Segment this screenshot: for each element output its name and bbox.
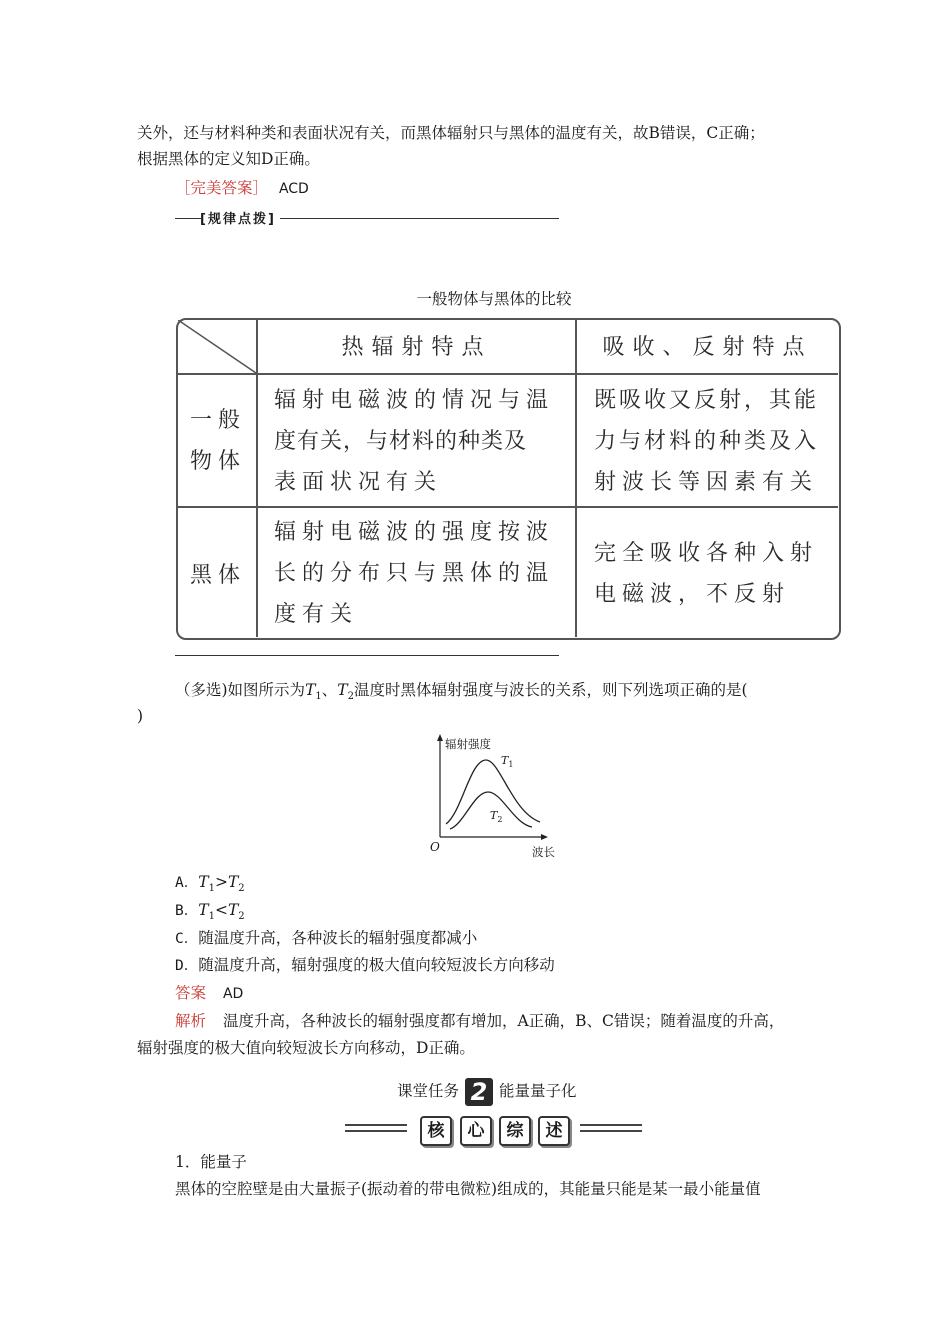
row-blackbody-absorption (594, 533, 818, 615)
header-absorption: 吸收、反射特点 (602, 335, 813, 360)
option-letter: D． (175, 958, 199, 974)
answer-value: AD (222, 986, 244, 1002)
cell-line: 辐射电磁波的强度按波 (274, 520, 555, 545)
option-subscript: 2 (238, 911, 245, 923)
cell-line: 力与材料的种类及入 (594, 429, 820, 454)
t1-subscript: 1 (315, 691, 322, 703)
question-prefix: （多选)如图所示为 (175, 681, 306, 699)
perfect-answer-value: ACD (278, 181, 309, 197)
intro-line-2: 根据黑体的定义知D正确。 (137, 150, 320, 168)
question-suffix: 温度时黑体辐射强度与波长的关系，则下列选项正确的是( (354, 681, 748, 699)
t1-symbol: T (305, 681, 316, 699)
option-letter: A． (175, 875, 199, 891)
curve-t2-symbol: T (490, 809, 498, 822)
option-subscript: 1 (208, 911, 215, 923)
option-symbol: T (198, 873, 209, 891)
curve-t1-label (501, 754, 513, 769)
question-line-2: ) (137, 707, 144, 725)
core-char-box: 核 (420, 1116, 452, 1146)
curve-t1-subscript: 1 (508, 760, 514, 770)
cell-line: 长的分布只与黑体的温 (274, 561, 555, 586)
option-c (175, 925, 477, 952)
blackbody-figure (422, 732, 567, 862)
question-line-1 (175, 677, 748, 710)
tip-rule-bottom (175, 655, 559, 656)
perfect-answer (175, 175, 309, 202)
option-letter: C． (175, 931, 199, 947)
answer (175, 980, 243, 1007)
cell-line: 度有关 (274, 602, 359, 627)
task-number-badge: 2 (465, 1078, 493, 1106)
question-sep: 、 (321, 681, 338, 699)
row-ordinary-name (190, 400, 246, 482)
option-relation: < (214, 901, 228, 919)
task-title: 能量量子化 (499, 1082, 577, 1100)
task-header (397, 1078, 577, 1106)
option-symbol: T (198, 901, 209, 919)
banner-rule-right-top (580, 1124, 642, 1126)
answer-label: 答案 (175, 984, 207, 1002)
banner-rule-left-bottom (345, 1130, 407, 1132)
row-ordinary-name-line: 一般 (190, 408, 247, 433)
header-diagonal (178, 320, 258, 375)
analysis-line-1 (175, 1008, 784, 1034)
cell-line: 完全吸收各种入射 (594, 541, 819, 566)
row-blackbody-name-line: 黑体 (190, 563, 247, 588)
t2-symbol: T (337, 681, 348, 699)
option-subscript: 1 (208, 883, 215, 895)
cell-line: 射波长等因素有关 (594, 470, 819, 495)
row-blackbody-name (190, 555, 246, 596)
row-divider-1 (178, 373, 838, 375)
task-prefix: 课堂任务 (397, 1082, 460, 1100)
x-axis-arrow (541, 834, 548, 840)
t2-subscript: 2 (347, 691, 355, 703)
row-ordinary-absorption (594, 380, 819, 503)
curve-t1-symbol: T (501, 754, 509, 767)
core-char-box: 述 (538, 1116, 570, 1146)
row-blackbody-radiation (274, 512, 554, 635)
x-axis-label: 波长 (532, 845, 555, 859)
option-text: 随温度升高，辐射强度的极大值向较短波长方向移动 (198, 956, 555, 974)
origin-label: O (430, 840, 440, 854)
comparison-table (176, 318, 841, 640)
cell-line: 既吸收又反射，其能 (594, 388, 820, 413)
cell-line: 度有关，与材料的种类及 (274, 429, 528, 454)
analysis-line-2: 辐射强度的极大值向较短波长方向移动，D正确。 (137, 1039, 475, 1057)
row-divider-2 (178, 506, 838, 508)
cell-line: 电磁波，不反射 (594, 582, 791, 607)
option-d (175, 952, 555, 979)
analysis-label: 解析 (175, 1012, 207, 1030)
curve-t2-subscript: 2 (497, 815, 503, 825)
section-heading: 1．能量子 (175, 1153, 247, 1171)
tip-rule-right (280, 218, 559, 219)
banner-rule-left-top (345, 1124, 407, 1126)
option-relation: > (214, 873, 228, 891)
analysis-text: 温度升高，各种波长的辐射强度都有增加，A正确，B、C错误；随着温度的升高， (222, 1012, 785, 1030)
perfect-answer-label: ［完美答案］ (175, 179, 269, 197)
tip-label: [规律点拨] (200, 212, 276, 227)
option-subscript: 2 (238, 883, 245, 895)
curve-t2-label (490, 809, 502, 824)
option-letter: B． (175, 903, 199, 919)
section-line-1: 黑体的空腔壁是由大量振子(振动着的带电微粒)组成的，其能量只能是某一最小能量值 (175, 1180, 761, 1198)
cell-line: 表面状况有关 (274, 470, 443, 495)
cell-line: 辐射电磁波的情况与温 (274, 388, 555, 413)
option-symbol: T (227, 901, 239, 919)
table-caption: 一般物体与黑体的比较 (416, 290, 572, 308)
intro-line-1: 关外，还与材料种类和表面状况有关，而黑体辐射只与黑体的温度有关，故B错误，C正确； (137, 124, 765, 142)
blackbody-curve-plot (422, 732, 567, 862)
header-radiation: 热辐射特点 (341, 335, 492, 360)
option-symbol: T (227, 873, 239, 891)
tip-rule-left (175, 218, 201, 219)
banner-rule-right-bottom (580, 1130, 642, 1132)
row-ordinary-radiation (274, 380, 554, 503)
row-ordinary-name-line: 物体 (190, 449, 247, 474)
core-char-box: 综 (499, 1116, 531, 1146)
core-char-box: 心 (460, 1116, 492, 1146)
option-text: 随温度升高，各种波长的辐射强度都减小 (198, 929, 478, 947)
y-axis-arrow (437, 734, 443, 741)
y-axis-label: 辐射强度 (445, 737, 491, 751)
